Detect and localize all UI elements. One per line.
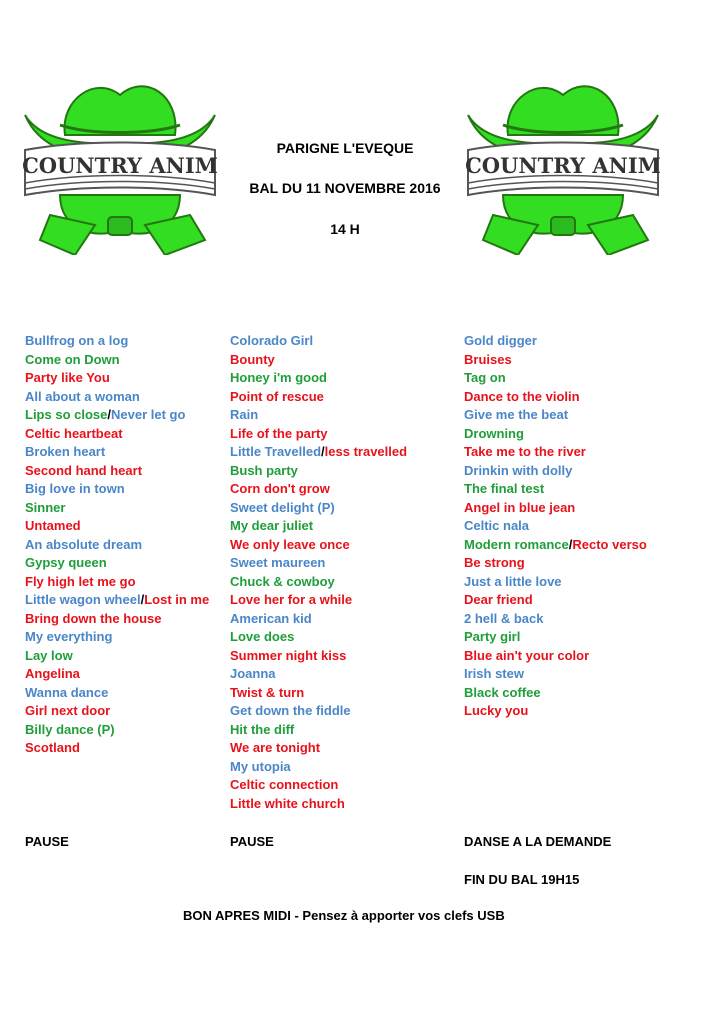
song-list-item [464, 628, 684, 647]
song-title: Corn don't grow [230, 481, 330, 496]
song-title: An absolute dream [25, 536, 143, 552]
song-title: Sweet delight (P) [230, 499, 335, 515]
song-list-item [464, 536, 684, 555]
song-title: Celtic connection [230, 777, 339, 792]
song-list-item [230, 517, 450, 536]
song-list-item [230, 647, 450, 666]
song-list-item [464, 591, 684, 610]
song-list-item [230, 795, 450, 814]
song-title: Broken heart [25, 444, 106, 459]
song-list-item [230, 758, 450, 777]
song-title: Give me the beat [464, 407, 569, 422]
song-title: Party like You [25, 370, 110, 385]
song-list-item [464, 702, 684, 721]
separator-slash: / [107, 407, 111, 422]
song-list-item [25, 554, 245, 573]
song-title: The final test [464, 481, 545, 496]
song-title: Irish stew [464, 666, 524, 681]
song-list-item [464, 480, 684, 499]
song-title: Scotland [25, 740, 80, 755]
song-title: Wanna dance [25, 684, 109, 700]
song-list-item [25, 721, 245, 740]
song-title: Get down the fiddle [230, 703, 351, 718]
song-title: Drinkin with dolly [464, 462, 573, 478]
song-list-item [25, 462, 245, 481]
song-list-item [25, 610, 245, 629]
song-title: Never let go [111, 407, 186, 422]
song-title: Celtic nala [464, 518, 530, 533]
song-list-item [25, 591, 245, 610]
song-list-item [25, 517, 245, 536]
song-title: Little Travelled [230, 444, 322, 459]
song-title: Bring down the house [25, 610, 162, 626]
song-title: Bruises [464, 351, 512, 367]
logo-brand-text: COUNTRY ANIM [22, 153, 218, 178]
song-title: Fly high let me go [25, 573, 136, 589]
song-title: Party girl [464, 629, 521, 644]
song-list-item [25, 425, 245, 444]
song-title: Come on Down [25, 351, 120, 367]
song-list-item [464, 517, 684, 536]
song-list-item [230, 425, 450, 444]
separator-slash: / [140, 592, 145, 607]
song-title: Colorado Girl [230, 333, 314, 348]
song-list-item [230, 332, 450, 351]
song-title: Be strong [464, 555, 525, 570]
song-list-item [230, 684, 450, 703]
country-anim-logo-right [463, 65, 663, 255]
song-title: Tag on [464, 370, 506, 385]
song-title: Recto verso [572, 536, 647, 552]
header-start-time: 14 H [330, 221, 360, 237]
song-title: American kid [230, 610, 312, 626]
song-title: Lucky you [464, 703, 529, 718]
song-title: My dear juliet [230, 518, 314, 533]
song-title: Dance to the violin [464, 388, 580, 404]
song-list-item [25, 406, 245, 425]
song-list-item [230, 610, 450, 629]
song-list-item [230, 351, 450, 370]
song-list-item [230, 776, 450, 795]
song-list-column-3 [464, 332, 684, 721]
song-list-item [25, 332, 245, 351]
song-title: Chuck & cowboy [230, 573, 335, 589]
song-list-item [230, 739, 450, 758]
song-title: My utopia [230, 758, 291, 774]
song-title: Lost in me [144, 592, 210, 607]
song-title: Honey i'm good [230, 370, 327, 385]
song-title: Just a little love [464, 573, 562, 589]
song-list-item [230, 665, 450, 684]
song-list-item [25, 388, 245, 407]
song-list-column-2 [230, 332, 450, 813]
song-title: Big love in town [25, 481, 125, 496]
song-list-item [25, 536, 245, 555]
song-list-item [464, 443, 684, 462]
song-title: Modern romance [464, 536, 569, 552]
song-list-item [25, 369, 245, 388]
song-list-item [464, 351, 684, 370]
song-title: Dear friend [464, 592, 533, 607]
song-title: Drowning [464, 425, 524, 441]
song-list-item [230, 721, 450, 740]
logo-brand-text: COUNTRY ANIM [465, 153, 661, 178]
song-title: Lay low [25, 647, 73, 663]
song-title: Bounty [230, 351, 275, 367]
song-list-item [230, 388, 450, 407]
song-title: We only leave once [230, 536, 350, 552]
song-list-item [230, 591, 450, 610]
song-title: Point of rescue [230, 388, 324, 404]
header-location: PARIGNE L'EVEQUE [276, 140, 414, 156]
separator-slash: / [568, 536, 573, 552]
song-list-item [230, 462, 450, 481]
header-event-date: BAL DU 11 NOVEMBRE 2016 [249, 180, 441, 196]
song-list-item [25, 702, 245, 721]
fin-du-bal-label: FIN DU BAL 19H15 [464, 872, 580, 887]
song-list-column-1 [25, 332, 245, 758]
song-list-item [230, 554, 450, 573]
song-title: Joanna [230, 666, 276, 681]
song-list-item [25, 443, 245, 462]
song-list-item [464, 647, 684, 666]
song-title: Celtic heartbeat [25, 425, 123, 441]
country-anim-logo-left [20, 65, 220, 255]
song-title: Gold digger [464, 333, 537, 348]
song-list-item [25, 739, 245, 758]
song-list-item [464, 684, 684, 703]
song-list-item [464, 610, 684, 629]
cowboy-hat-logo-icon [463, 65, 663, 255]
song-list-item [25, 573, 245, 592]
song-title: Love does [230, 629, 295, 644]
song-list-item [230, 480, 450, 499]
song-title: Angelina [25, 666, 80, 681]
song-title: Little wagon wheel [25, 592, 141, 607]
song-list-item [25, 647, 245, 666]
song-title: Rain [230, 407, 259, 422]
song-title: Take me to the river [464, 444, 586, 459]
song-list-item [464, 462, 684, 481]
song-list-item [230, 536, 450, 555]
song-title: Billy dance (P) [25, 721, 115, 737]
song-title: Life of the party [230, 425, 328, 441]
pause-label-1: PAUSE [25, 834, 69, 849]
song-list-item [230, 628, 450, 647]
song-list-item [464, 406, 684, 425]
song-list-item [230, 406, 450, 425]
song-list-item [25, 351, 245, 370]
song-title: Bush party [230, 462, 298, 478]
song-list-item [464, 554, 684, 573]
song-title: Gypsy queen [25, 555, 107, 570]
song-list-item [25, 665, 245, 684]
song-list-item [25, 480, 245, 499]
song-list-item [464, 369, 684, 388]
song-list-item [230, 369, 450, 388]
song-list-item [464, 573, 684, 592]
song-title: Love her for a while [230, 592, 353, 607]
song-title: Sweet maureen [230, 555, 326, 570]
song-title: Angel in blue jean [464, 499, 576, 515]
cowboy-hat-logo-icon [20, 65, 220, 255]
song-title: Bullfrog on a log [25, 333, 129, 348]
song-title: Twist & turn [230, 684, 305, 700]
song-title: Blue ain't your color [464, 647, 590, 663]
danse-a-la-demande-label: DANSE A LA DEMANDE [464, 834, 612, 849]
song-list-item [464, 332, 684, 351]
song-list-item [464, 665, 684, 684]
song-title: Black coffee [464, 684, 541, 700]
song-list-item [464, 425, 684, 444]
song-list-item [230, 573, 450, 592]
song-title: Sinner [25, 499, 66, 515]
pause-label-2: PAUSE [230, 834, 274, 849]
song-list-item [25, 499, 245, 518]
song-list-item [230, 499, 450, 518]
song-title: Lips so close [25, 407, 108, 422]
song-list-item [25, 684, 245, 703]
song-title: Summer night kiss [230, 647, 347, 663]
song-title: Little white church [230, 795, 345, 811]
song-title: Second hand heart [25, 462, 143, 478]
song-list-item [25, 628, 245, 647]
song-title: 2 hell & back [464, 610, 544, 626]
song-title: Girl next door [25, 703, 111, 718]
song-title: Hit the diff [230, 721, 295, 737]
song-list-item [230, 443, 450, 462]
closing-message: BON APRES MIDI - Pensez à apporter vos clefs USB [183, 908, 505, 923]
song-title: Untamed [25, 518, 81, 533]
song-title: All about a woman [25, 388, 140, 404]
song-list-item [464, 388, 684, 407]
separator-slash: / [321, 444, 325, 459]
song-list-item [230, 702, 450, 721]
song-title: less travelled [324, 444, 408, 459]
song-title: My everything [25, 629, 113, 644]
song-list-item [464, 499, 684, 518]
song-title: We are tonight [230, 740, 321, 755]
